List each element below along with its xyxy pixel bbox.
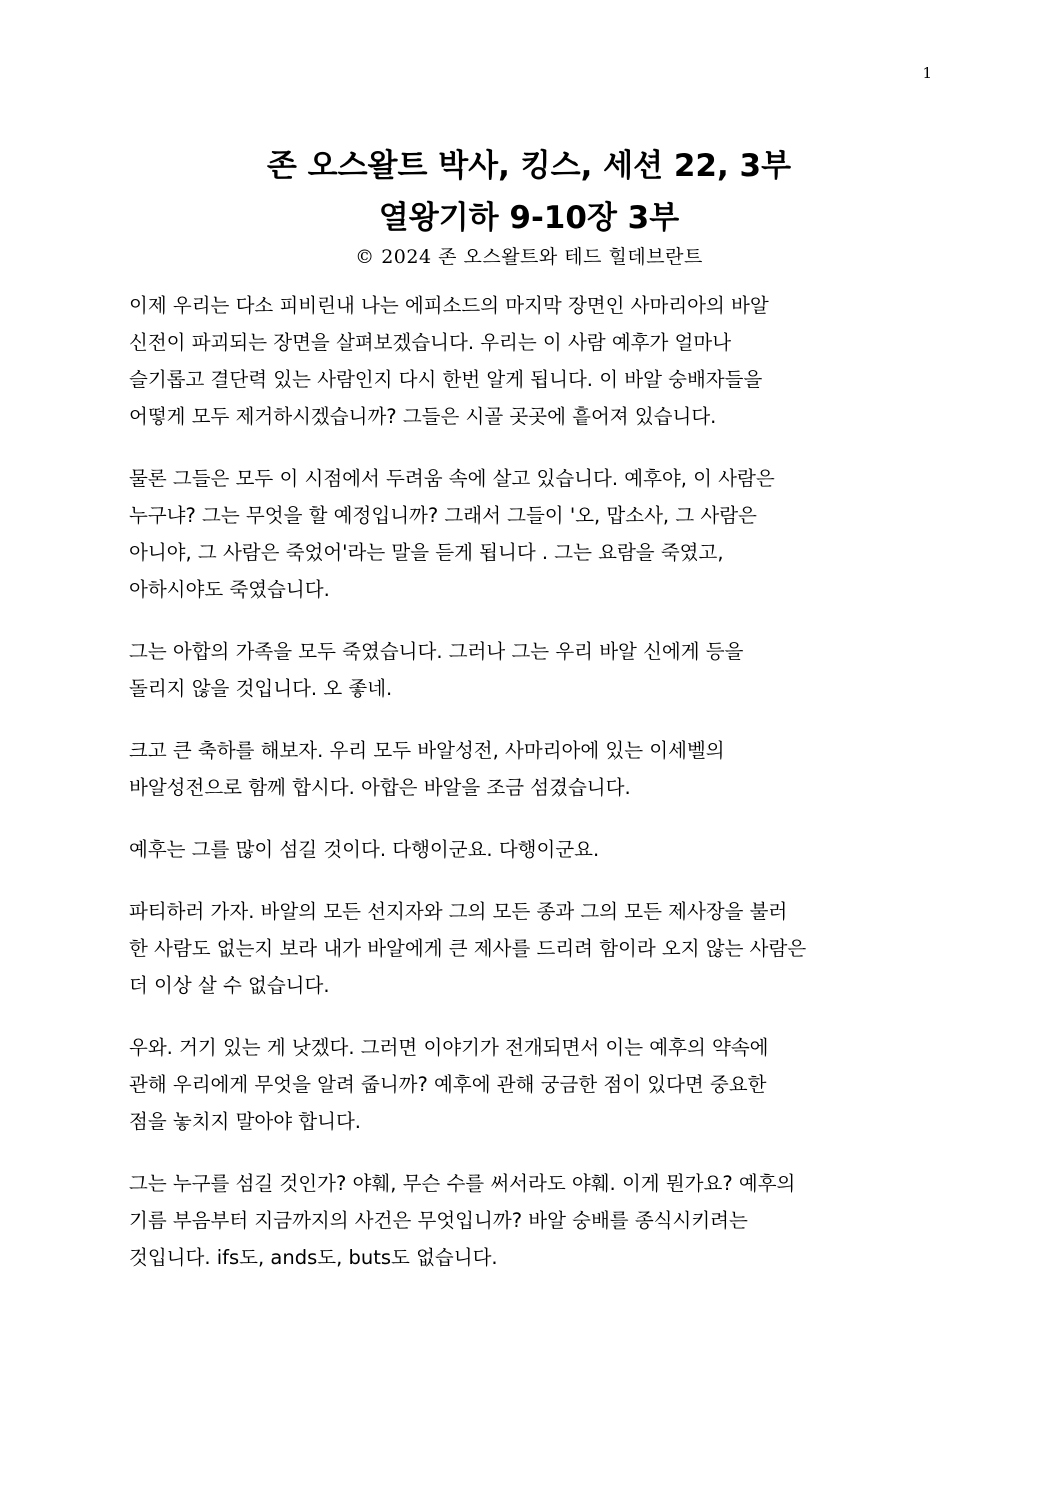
paragraph-1: 이제 우리는 다소 피비린내 나는 에피소드의 마지막 장면인 사마리아의 바알 신전이 파괴되는 장면을 살펴보겠습니다. 우리는 이 사람 예후가 얼마나 슬기롭고 결단력 있는 사람인지 다시 한번 알게 됩니다. 이 바알 숭배자들을 어떻게 모두 제거하시겠습니까? 그들은 시골 곳곳에 흩어져 있습니다. — [129, 294, 769, 428]
paragraph-6: 파티하러 가자. 바알의 모든 선지자와 그의 모든 종과 그의 모든 제사장을 불러 한 사람도 없는지 보라 내가 바알에게 큰 제사를 드리려 함이라 오지 않는 사람은 더 이상 살 수 없습니다. — [129, 900, 807, 997]
title-line-1: 존 오스왈트 박사, 킹스, 세션 22, 3부 — [266, 148, 792, 184]
document-header — [0, 140, 1058, 270]
paragraph-5: 예후는 그를 많이 섬길 것이다. 다행이군요. 다행이군요. — [129, 838, 600, 861]
page-number: 1 — [922, 64, 932, 82]
copyright-line: © 2024 존 오스왈트와 테드 힐데브란트 — [355, 246, 703, 268]
paragraph-4: 크고 큰 축하를 해보자. 우리 모두 바알성전, 사마리아에 있는 이세벨의 바알성전으로 함께 합시다. 아합은 바알을 조금 섬겼습니다. — [129, 739, 725, 799]
paragraph-2: 물론 그들은 모두 이 시점에서 두려움 속에 살고 있습니다. 예후야, 이 사람은 누구냐? 그는 무엇을 할 예정입니까? 그래서 그들이 '오, 맙소사, 그 사람은 아니야, 그 사람은 죽었어'라는 말을 듣게 됩니다 . 그는 요람을 죽였고, 아하시야도 죽였습니다. — [129, 467, 775, 601]
paragraph-7: 우와. 거기 있는 게 낫겠다. 그러면 이야기가 전개되면서 이는 예후의 약속에 관해 우리에게 무엇을 알려 줍니까? 예후에 관해 궁금한 점이 있다면 중요한 점을 놓치지 말아야 합니다. — [129, 1036, 769, 1133]
document-body — [129, 287, 939, 1301]
paragraph-3: 그는 아합의 가족을 모두 죽였습니다. 그러나 그는 우리 바알 신에게 등을 돌리지 않을 것입니다. 오 좋네. — [129, 640, 744, 700]
paragraph-8: 그는 누구를 섬길 것인가? 야훼, 무슨 수를 써서라도 야훼. 이게 뭔가요? 예후의 기름 부음부터 지금까지의 사건은 무엇입니까? 바알 숭배를 종식시키려는 것입니다. ifs도, ands도, buts도 없습니다. — [129, 1172, 796, 1269]
title-line-2: 열왕기하 9-10장 3부 — [378, 200, 680, 236]
